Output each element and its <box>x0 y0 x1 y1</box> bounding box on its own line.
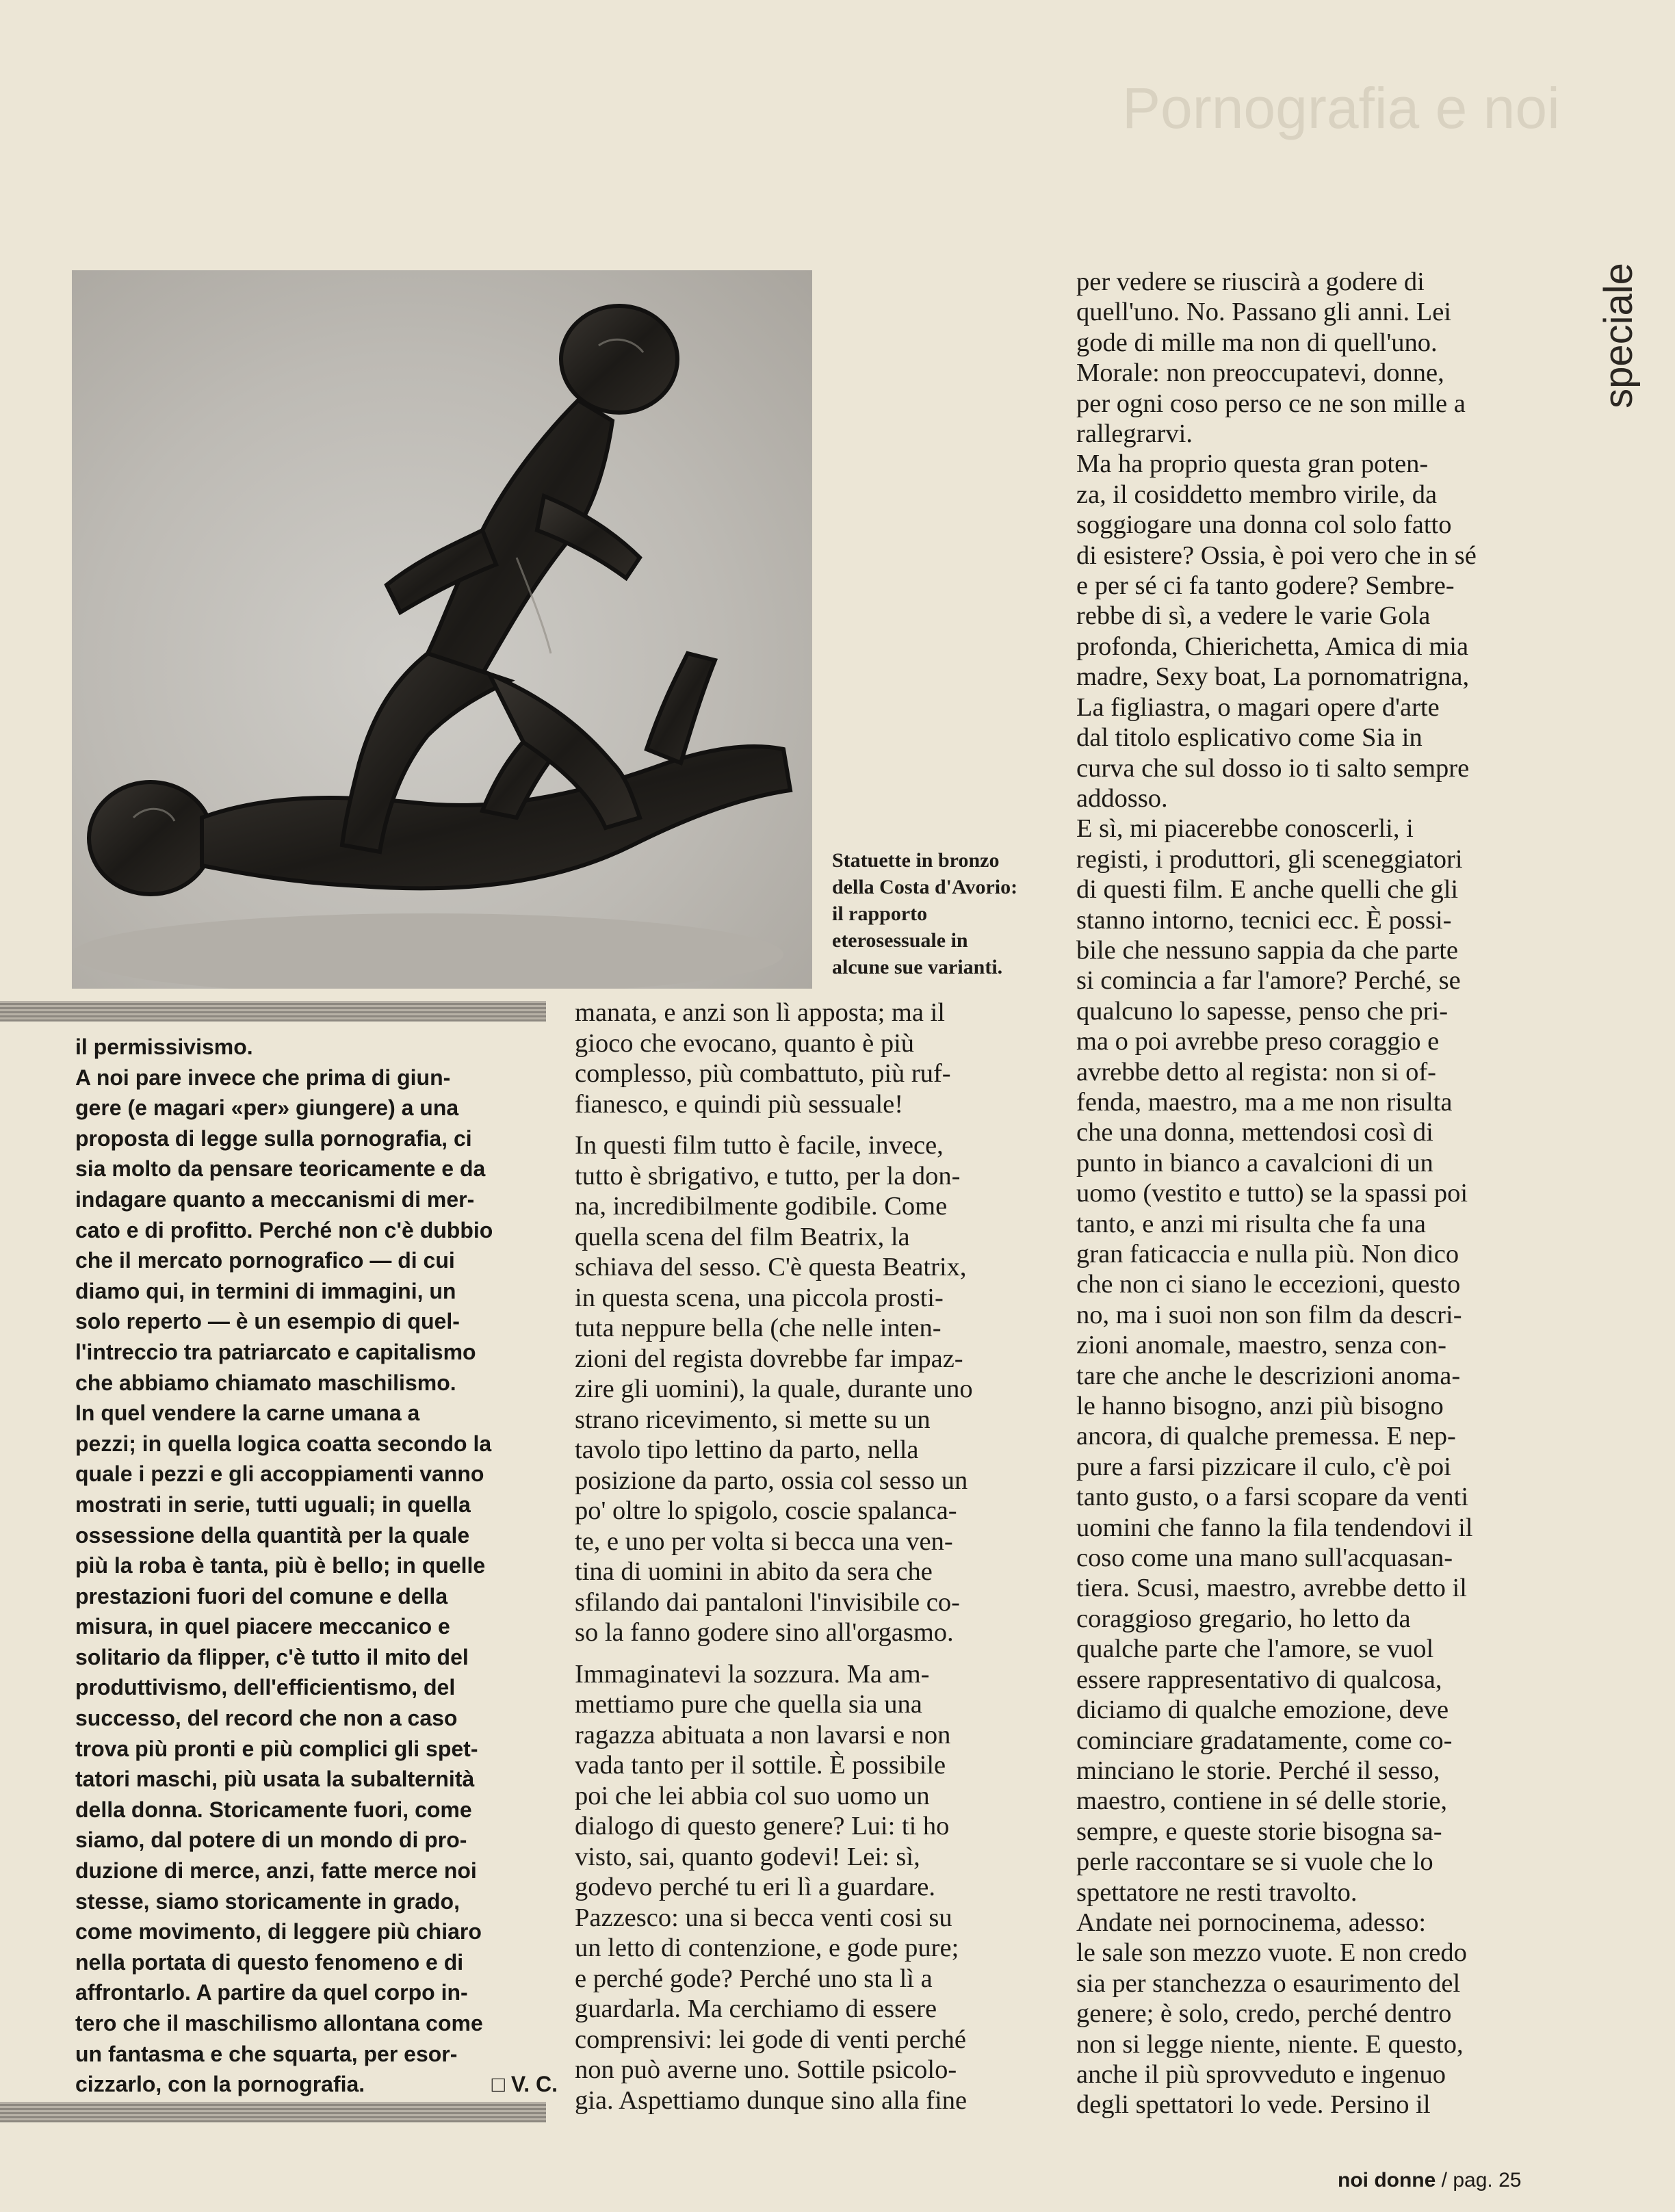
page-footer <box>1338 2165 1611 2196</box>
column-rule-bottom <box>0 2102 546 2122</box>
right-paragraph: Andate nei pornocinema, adesso: le sale son mezzo vuote. E non credo sia per stanchezza o esaurimento del genere; è solo, credo, perché dentro non si legge niente, niente. E questo, anche il più sprovveduto e ingenuo degli spettatori lo vede. Persino il <box>1076 1908 1467 2120</box>
right-paragraph: per vedere se riuscirà a godere di quell'uno. No. Passano gli anni. Lei gode di mille ma non di quell'uno. Morale: non preoccupatevi, donne, per ogni coso perso ce ne son mille a rallegrarvi. <box>1076 268 1466 449</box>
right-paragraph: Ma ha proprio questa gran poten- za, il cosiddetto membro virile, da soggiogare una donna col solo fatto di esistere? Ossia, è poi vero che in sé e per sé ci fa tanto godere? Sembre- rebbe di sì, a vedere le varie Gola profonda, Chierichetta, Amica di mia madre, Sexy boat, La pornomatrigna, La figliastra, o magari opere d'arte dal titolo esplicativo come Sia in curva che sul dosso io ti salto sempre addosso. <box>1076 450 1477 813</box>
left-column <box>75 1032 558 2100</box>
middle-paragraph: In questi film tutto è facile, invece, tutto è sbrigativo, e tutto, per la don- na, incredibilmente godibile. Come quella scena del film Beatrix, la schiava del sesso. C'è questa Beatrix, in questa scena, una piccola prosti- tuta neppure bella (che nelle inten- zioni del regista dovrebbe far impaz- zire gli uomini), la quale, durante uno strano ricevimento, si mette su un tavolo tipo lettino da parto, nella posizione da parto, ossia col sesso un po' oltre lo spigolo, coscie spalanca- te, e uno per volta si becca una ven- tina di uomini in abito da sera che sfilando dai pantaloni l'invisibile co- so la fanno godere sino all'orgasmo. <box>575 1131 973 1647</box>
publication-name: noi donne <box>1338 2169 1436 2191</box>
author-signoff: □ V. C. <box>491 2072 558 2097</box>
right-paragraph: E sì, mi piacerebbe conoscerli, i registi, i produttori, gli sceneggiatori di questi film. E anche quelli che gli stanno intorno, tecnici ecc. È possi- bile che nessuno sappia da che parte si comincia a far l'amore? Perché, se qualcuno lo sapesse, penso che pri- ma o poi avrebbe preso coraggio e avrebbe detto al regista: non si of- fenda, maestro, ma a me non risulta che una donna, mettendosi così di punto in bianco a cavalcioni di un uomo (vestito e tutto) se la spassi poi tanto, e anzi mi risulta che fa una gran faticaccia e nulla più. Non dico che non ci siano le eccezioni, questo no, ma i suoi non son film da descri- zioni anomale, maestro, senza con- tare che anche le descrizioni anoma- le hanno bisogno, anzi più bisogno ancora, di qualche premessa. E nep- pure a farsi pizzicare il culo, c'è poi tanto gusto, o a farsi scopare da venti uomini che fanno la fila tendendovi il coso come una mano sull'acquasan- tiera. Scusi, maestro, avrebbe detto il coraggioso gregario, ho letto da qualche parte che l'amore, se vuol essere rappresentativo di qualcosa, diciamo di qualche emozione, deve cominciare gradatamente, come co- minciano le storie. Perché il sesso, maestro, contiene in sé delle storie, sempre, e queste storie bisogna sa- perle raccontare se si vuole che lo spettatore ne resti travolto. <box>1076 814 1473 1907</box>
column-rule-top <box>0 1001 546 1022</box>
page-number: pag. 25 <box>1453 2169 1522 2191</box>
bronze-statuette-illustration <box>72 270 812 989</box>
section-label-text: speciale <box>1596 262 1641 408</box>
statuette-figures <box>89 306 790 894</box>
middle-column <box>575 998 1063 2116</box>
middle-paragraph: manata, e anzi son lì apposta; ma il gioco che evocano, quanto è più complesso, più combattuto, più ruf- fianesco, e quindi più sessuale! <box>575 998 951 1119</box>
photo-ground-shadow <box>72 913 783 989</box>
photo-caption: Statuette in bronzo della Costa d'Avorio: il rapporto eterosessuale in alcune sue varianti. <box>832 849 1018 978</box>
left-lead-line: il permissivismo. <box>75 1035 253 1059</box>
right-column <box>1076 267 1569 2120</box>
faded-header: Pornografia e noi <box>1122 76 1560 140</box>
middle-paragraph: Immaginatevi la sozzura. Ma am- mettiamo pure che quella sia una ragazza abituata a non lavarsi e non vada tanto per il sottile. È possibile poi che lei abbia col suo uomo un dialogo di questo genere? Lui: ti ho visto, sai, quanto godevi! Lei: sì, godevo perché tu eri lì a guardare. Pazzesco: una si becca venti cosi su un letto di contenzione, e gode pure; e perché gode? Perché uno sta lì a guardarla. Ma cerchiamo di essere comprensivi: lei gode di venti perché non può averne uno. Sottile psicolo- gia. Aspettiamo dunque sino alla fine <box>575 1659 968 2115</box>
footer-separator: / <box>1441 2169 1447 2191</box>
left-paragraph: A noi pare invece che prima di giun- gere (e magari «per» giungere) a una proposta di legge sulla pornografia, ci sia molto da pensare teoricamente e da indagare quanto a meccanismi di mer- cato e di profitto. Perché non c'è dubbio che il mercato pornografico — di cui diamo qui, in termini di immagini, un solo reperto — è un esempio di quel- l'intreccio tra patriarcato e capitalismo che abbiamo chiamato maschilismo. <box>75 1065 493 1395</box>
statuette-photo <box>72 270 812 989</box>
left-paragraph: In quel vendere la carne umana a pezzi; in quella logica coatta secondo la quale i pezzi e gli accoppiamenti vanno mostrati in serie, tutti uguali; in quella ossessione della quantità per la quale più la roba è tanta, più è bello; in quelle prestazioni fuori del comune e della misura, in quel piacere meccanico e solitario da flipper, c'è tutto il mito del produttivismo, dell'efficientismo, del successo, del record che non a caso trova più pronti e più complici gli spet- tatori maschi, più usata la subalternità della donna. Storicamente fuori, come siamo, dal potere di un mondo di pro- duzione di merce, anzi, fatte merce noi stesse, siamo storicamente in grado, come movimento, di leggere più chiaro nella portata di questo fenomeno e di affrontarlo. A partire da quel corpo in- tero che il maschilismo allontana come un fantasma e che squarta, per esor- cizzarlo, con la pornografia. <box>75 1401 492 2097</box>
section-label <box>1581 260 1656 411</box>
